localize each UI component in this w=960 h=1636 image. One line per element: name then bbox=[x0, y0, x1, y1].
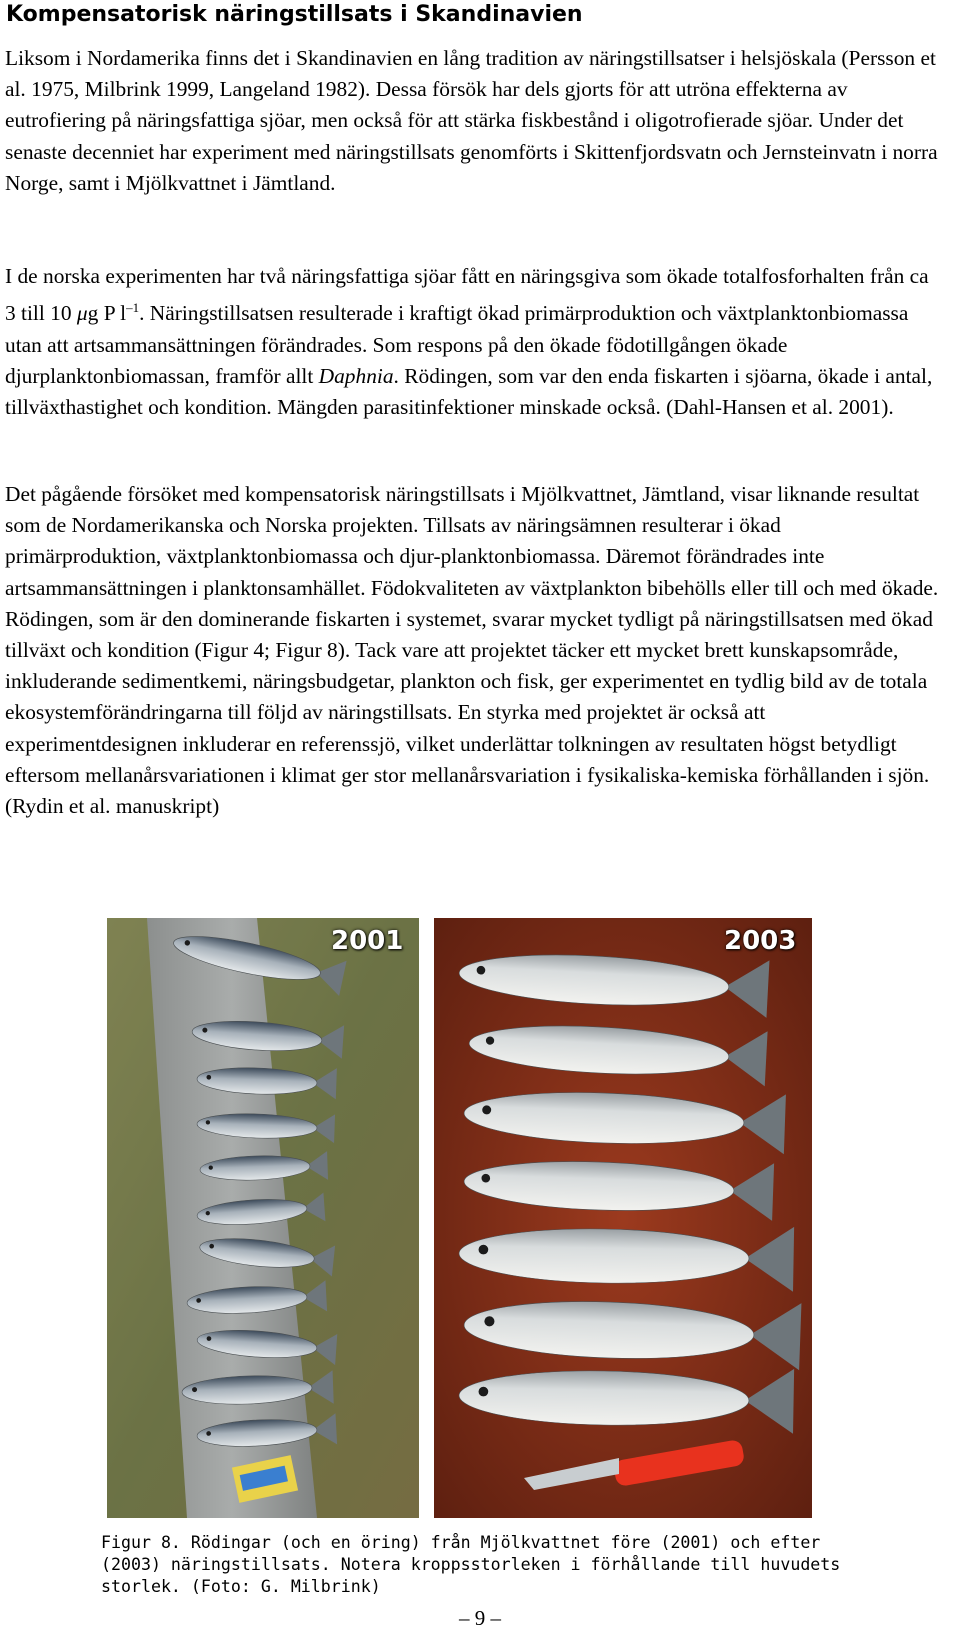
daphnia-italic: Daphnia bbox=[318, 363, 394, 388]
unit-superscript: –1 bbox=[126, 300, 140, 316]
photo-2001-fish bbox=[107, 918, 419, 1518]
paragraph-2-text-3: . Rödingen, som var den enda fiskarten i sjöarna, ökade i antal, tillväxthastighet och kondition. Mängden parasitinfektioner minskade också. (Dahl-Hansen et al. 2001). bbox=[5, 363, 938, 419]
photo-2003-illustration bbox=[434, 918, 812, 1518]
paragraph-1: Liksom i Nordamerika finns det i Skandinavien en lång tradition av näringstillsatser i helsjöskala (Persson et al. 1975, Milbrink 1999, Langeland 1982). Dessa försök har dels gjorts för att utröna effekterna av eutrofiering på näringsfattiga sjöar, men också för att stärka fiskbestånd i oligotrofierade sjöar. Under det senaste decenniet har experiment med näringstillsats genomförts i Skittenfjordsvatn och Jernsteinvatn i norra Norge, samt i Mjölkvattnet i Jämtland. bbox=[5, 46, 938, 195]
year-label-2003: 2003 bbox=[724, 926, 797, 956]
section-heading: Kompensatorisk näringstillsats i Skandinavien bbox=[6, 2, 583, 27]
mu-symbol: μ bbox=[76, 301, 88, 326]
year-label-2001: 2001 bbox=[331, 926, 404, 956]
paragraph-2 bbox=[5, 261, 940, 423]
photo-2003-fish bbox=[434, 918, 812, 1518]
paragraph-2-text-1: I de norska experimenten har två näringsfattiga sjöar fått en näringsgiva som ökade totalfosforhalten från ca 3 till 10 bbox=[5, 264, 934, 326]
paragraph-2-text-2: . Näringstillsatsen resulterade i kraftigt ökad primärproduktion och växtplanktonbiomassa utan att artsammansättningen förändrades. Som respons på den ökade födotillgången ökade djurplanktonbiomassan, framför allt bbox=[5, 301, 914, 388]
photo-2001-illustration bbox=[107, 918, 419, 1518]
page-number: – 9 – bbox=[459, 1606, 501, 1630]
paragraph-2-unit: g P l bbox=[87, 301, 127, 326]
paragraph-3: Det pågående försöket med kompensatorisk näringstillsats i Mjölkvattnet, Jämtland, visar liknande resultat som de Nordamerikanska och Norska projekten. Tillsats av näringsämnen resulterar i ökad primärproduktion, växtplanktonbiomassa och djur-planktonbiomassa. Däremot förändrades inte artsammansättningen i planktonsamhället. Födokvaliteten av växtplankton bibehölls eller till och med ökade. Rödingen, som är den dominerande fiskarten i systemet, svarar mycket tydligt på näringstillsatsen med ökad tillväxt och kondition (Figur 4; Figur 8). Tack vare att projektet täcker ett mycket brett kunskapsområde, inkluderande sedimentkemi, näringsbudgetar, plankton och fisk, ger experimentet en tydlig bild av de totala ekosystemförändringarna till följd av näringstillsats. En styrka med projektet är också att experimentdesignen inkluderar en referenssjö, vilket underlättar tolkningen av resultaten högst betydligt eftersom mellanårsvariationen i klimat ger stor mellanårsvariation i fysikaliska-kemiska förhållanden i sjön. (Rydin et al. manuskript) bbox=[5, 482, 939, 819]
figure-caption: Figur 8. Rödingar (och en öring) från Mjölkvattnet före (2001) och efter (2003) näringstillsats. Notera kroppsstorleken i förhållande till huvudets storlek. (Foto: G. Milbrink) bbox=[101, 1533, 841, 1596]
